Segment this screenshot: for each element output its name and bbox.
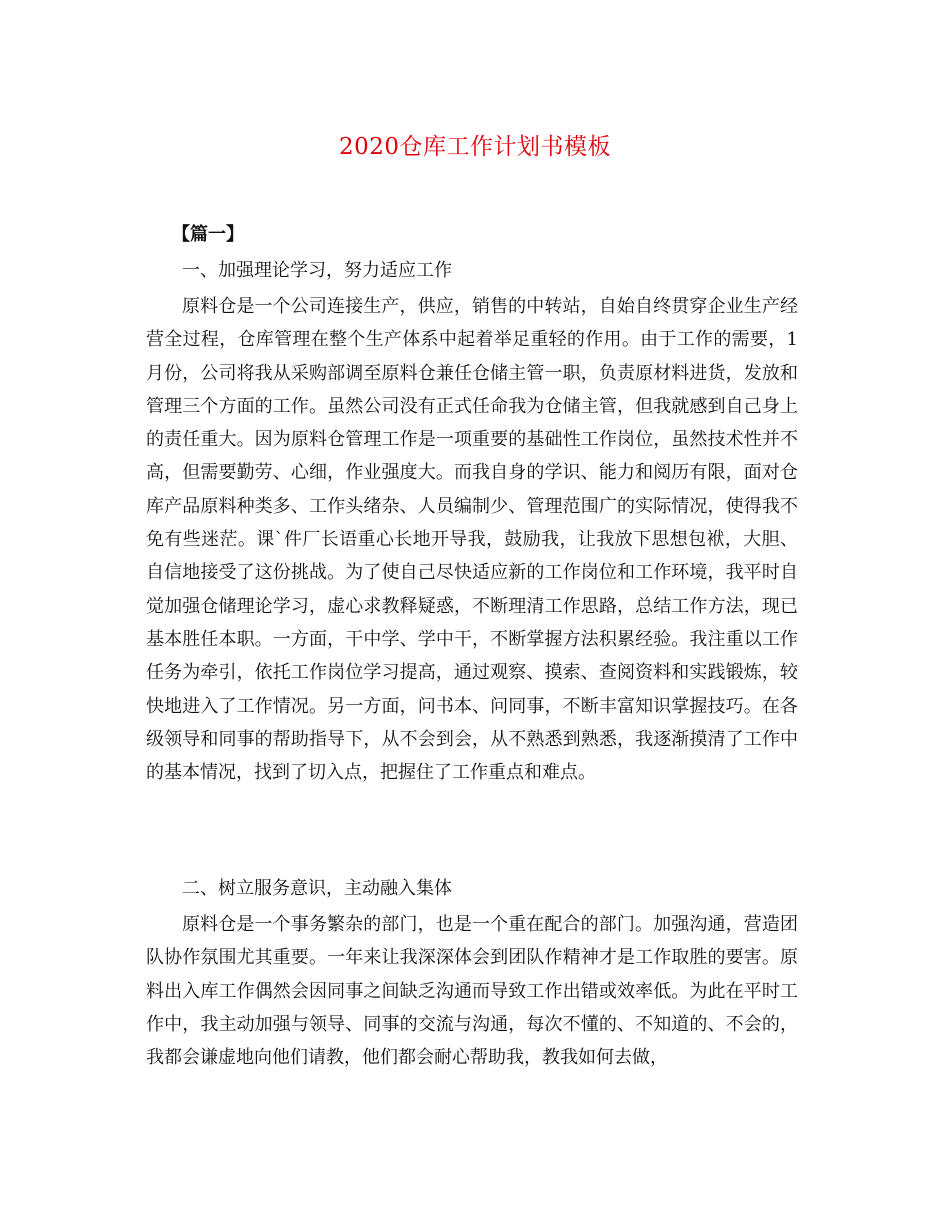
- paragraph-1: 原料仓是一个公司连接生产，供应，销售的中转站，自始自终贯穿企业生产经营全过程，仓库管理在整个生产体系中起着举足重轻的作用。由于工作的需要，1月份，公司将我从采购部调至原料仓兼任仓储主管一职，负责原材料进货，发放和管理三个方面的工作。虽然公司没有正式任命我为仓储主管，但我就感到自己身上的责任重大。因为原料仓管理工作是一项重要的基础性工作岗位，虽然技术性并不高，但需要勤劳、心细，作业强度大。而我自身的学识、能力和阅历有限，面对仓库产品原料种类多、工作头绪杂、人员编制少、管理范围广的实际情况，使得我不免有些迷茫。课`件厂长语重心长地开导我，鼓励我，让我放下思想包袱，大胆、自信地接受了这份挑战。为了使自己尽快适应新的工作岗位和工作环境，我平时自觉加强仓储理论学习，虚心求教释疑惑，不断理清工作思路，总结工作方法，现已基本胜任本职。一方面，干中学、学中干，不断掌握方法积累经验。我注重以工作任务为牵引，依托工作岗位学习提高，通过观察、摸索、查阅资料和实践锻炼，较快地进入了工作情况。另一方面，问书本、问同事，不断丰富知识掌握技巧。在各级领导和同事的帮助指导下，从不会到会，从不熟悉到熟悉，我逐渐摸清了工作中的基本情况，找到了切入点，把握住了工作重点和难点。: [146, 296, 798, 784]
- paragraph-2: 原料仓是一个事务繁杂的部门，也是一个重在配合的部门。加强沟通，营造团队协作氛围尤其重要。一年来让我深深体会到团队作精神才是工作取胜的要害。原料出入库工作偶然会因同事之间缺乏沟通而导致工作出错或效率低。为此在平时工作中，我主动加强与领导、同事的交流与沟通，每次不懂的、不知道的、不会的，我都会谦虚地向他们请教，他们都会耐心帮助我，教我如何去做，: [146, 914, 798, 1069]
- section-heading-2: 二、树立服务意识，主动融入集体: [182, 878, 452, 899]
- section-heading-1: 一、加强理论学习，努力适应工作: [182, 260, 452, 281]
- section-label: 【篇一】: [172, 224, 244, 245]
- document-title: 2020仓库工作计划书模板: [338, 134, 612, 160]
